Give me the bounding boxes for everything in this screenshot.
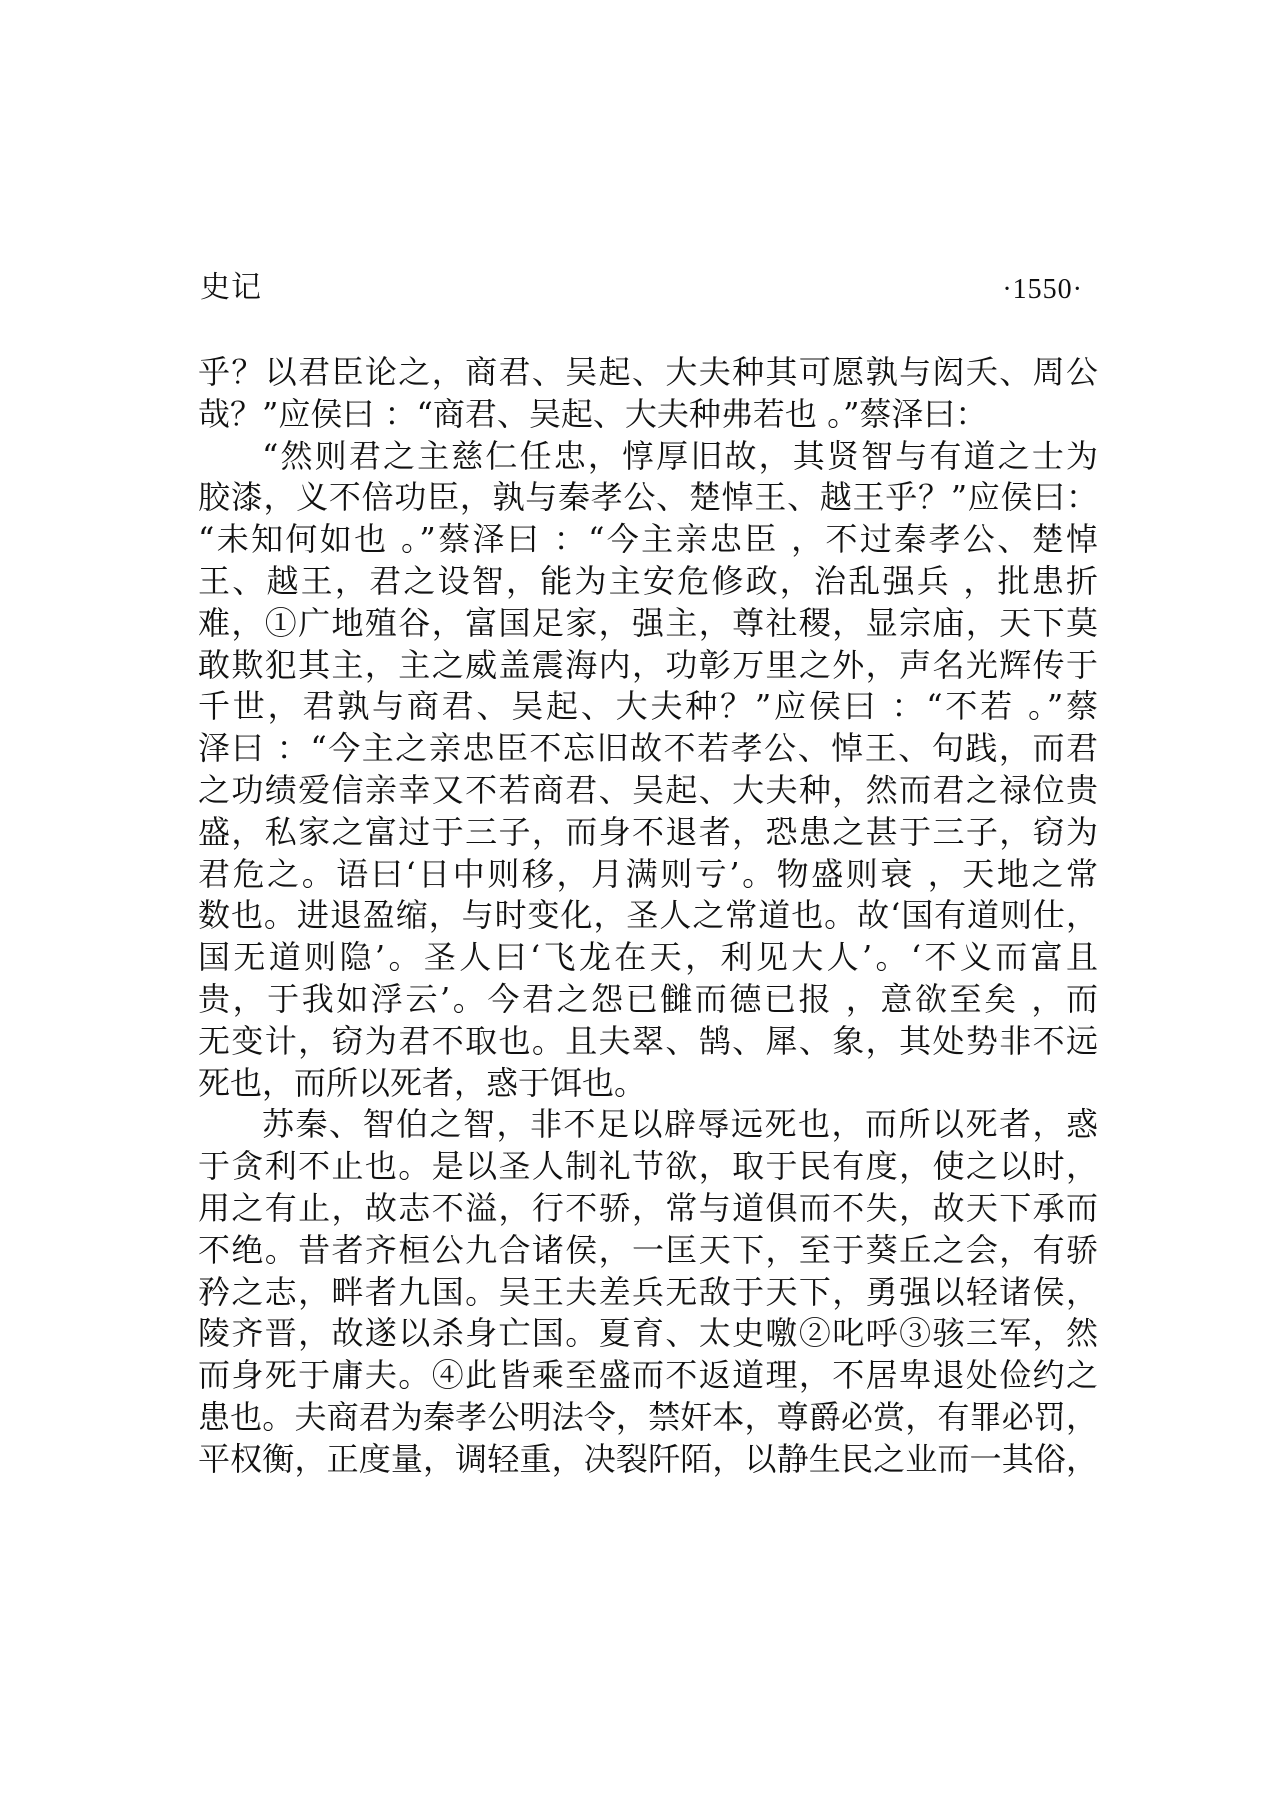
text-line: 泽曰 ：“今主之亲忠臣不忘旧故不若孝公、悼王、句践，而君	[198, 729, 1098, 768]
text-line: 而身死于庸夫。④此皆乘至盛而不返道理，不居卑退处俭约之	[198, 1356, 1098, 1395]
text-line: 之功绩爱信亲幸又不若商君、吴起、大夫种，然而君之禄位贵	[198, 770, 1098, 809]
text-line: 千世，君孰与商君、吴起、大夫种？”应侯曰 ：“不若 。”蔡	[198, 687, 1098, 726]
text-line: 王、越王，君之设智，能为主安危修政，治乱强兵 ，批患折	[198, 561, 1098, 600]
text-line: 贵，于我如浮云’。今君之怨已雠而德已报 ，意欲至矣 ，而	[198, 979, 1098, 1018]
text-line: “未知何如也 。”蔡泽曰 ：“今主亲忠臣 ，不过秦孝公、楚悼	[198, 520, 1098, 559]
text-line: 矜之志，畔者九国。吴王夫差兵无敌于天下，勇强以轻诸侯，	[198, 1272, 1098, 1311]
text-line: 敢欺犯其主，主之威盖震海内，功彰万里之外，声名光辉传于	[198, 645, 1098, 684]
text-line: “然则君之主慈仁任忠，惇厚旧故，其贤智与有道之士为	[262, 436, 1098, 475]
text-line: 胶漆，义不倍功臣，孰与秦孝公、楚悼王、越王乎？”应侯曰：	[198, 478, 1098, 517]
text-line: 君危之。语曰‘日中则移，月满则亏’。物盛则衰 ，天地之常	[198, 854, 1098, 893]
text-line: 国无道则隐’。圣人曰‘飞龙在天，利见大人’。‘不义而富且	[198, 938, 1098, 977]
text-line: 难，①广地殖谷，富国足家，强主，尊社稷，显宗庙，天下莫	[198, 603, 1098, 642]
text-line: 无变计，窃为君不取也。且夫翠、鹄、犀、象，其处势非不远	[198, 1021, 1098, 1060]
text-line: 哉？”应侯曰 ：“商君、吴起、大夫种弗若也 。”蔡泽曰：	[198, 394, 988, 433]
page-number: ·1550·	[1002, 274, 1083, 305]
text-line: 不绝。昔者齐桓公九合诸侯，一匡天下，至于葵丘之会，有骄	[198, 1230, 1098, 1269]
text-line: 盛，私家之富过于三子，而身不退者，恐患之甚于三子，窃为	[198, 812, 1098, 851]
text-line: 苏秦、智伯之智，非不足以辟辱远死也，而所以死者，惑	[262, 1105, 1098, 1144]
body-text	[198, 352, 1098, 1481]
text-line: 陵齐晋，故遂以杀身亡国。夏育、太史噭②叱呼③骇三军，然	[198, 1314, 1098, 1353]
running-title: 史记	[200, 270, 262, 305]
text-line: 患也。夫商君为秦孝公明法令，禁奸本，尊爵必赏，有罪必罚，	[198, 1397, 1098, 1436]
text-line: 乎？以君臣论之，商君、吴起、大夫种其可愿孰与闳夭、周公	[198, 353, 1098, 391]
text-line: 用之有止，故志不溢，行不骄，常与道俱而不失，故天下承而	[198, 1188, 1098, 1227]
text-line: 数也。进退盈缩，与时变化，圣人之常道也。故‘国有道则仕，	[198, 896, 1098, 935]
text-line: 于贪利不止也。是以圣人制礼节欲，取于民有度，使之以时，	[198, 1147, 1098, 1186]
text-line: 死也，而所以死者，惑于饵也。	[198, 1063, 647, 1102]
text-line: 平权衡，正度量，调轻重，决裂阡陌，以静生民之业而一其俗，	[198, 1439, 1098, 1478]
